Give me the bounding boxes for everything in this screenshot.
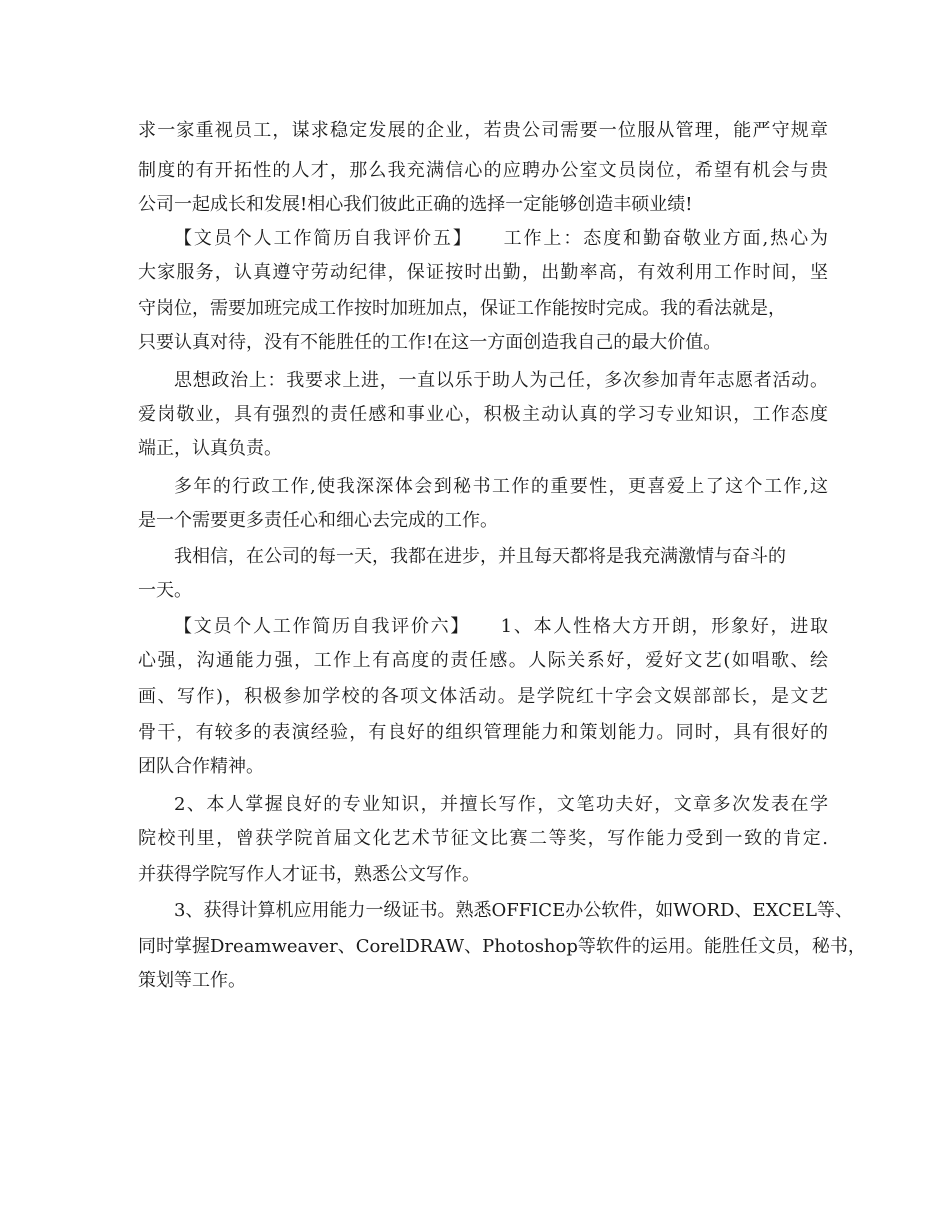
text-line: 端正，认真负责。 bbox=[138, 438, 282, 459]
text-line: 心强，沟通能力强，工作上有高度的责任感。人际关系好，爱好文艺(如唱歌、绘 bbox=[138, 650, 828, 671]
paragraph-start-line: 2、本人掌握良好的专业知识，并擅长写作，文笔功夫好，文章多次发表在学 bbox=[174, 794, 828, 815]
text-line: 制度的有开拓性的人才，那么我充满信心的应聘办公室文员岗位，希望有机会与贵 bbox=[138, 160, 828, 181]
text-line: 求一家重视员工，谋求稳定发展的企业，若贵公司需要一位服从管理，能严守规章 bbox=[138, 120, 828, 141]
text-line: 大家服务，认真遵守劳动纪律，保证按时出勤，出勤率高，有效利用工作时间，坚 bbox=[138, 262, 828, 283]
text-line: 画、写作)，积极参加学校的各项文体活动。是学院红十字会文娱部部长，是文艺 bbox=[138, 686, 828, 707]
text-line: 骨干，有较多的表演经验，有良好的组织管理能力和策划能力。同时，具有很好的 bbox=[138, 722, 828, 743]
text-line: 守岗位，需要加班完成工作按时加班加点，保证工作能按时完成。我的看法就是， bbox=[138, 298, 786, 319]
text-line: 院校刊里，曾获学院首届文化艺术节征文比赛二等奖，写作能力受到一致的肯定. bbox=[138, 828, 828, 849]
section-heading-line: 【文员个人工作简历自我评价五】 工作上：态度和勤奋敬业方面,热心为 bbox=[174, 228, 828, 249]
text-line: 团队合作精神。 bbox=[138, 756, 264, 777]
text-line: 一天。 bbox=[138, 580, 192, 601]
paragraph-start-line: 多年的行政工作,使我深深体会到秘书工作的重要性，更喜爱上了这个工作,这 bbox=[174, 476, 828, 497]
text-line: 是一个需要更多责任心和细心去完成的工作。 bbox=[138, 510, 498, 531]
paragraph-start-line: 3、获得计算机应用能力一级证书。熟悉OFFICE办公软件，如WORD、EXCEL等、 bbox=[174, 900, 853, 921]
section-heading-line: 【文员个人工作简历自我评价六】 1、本人性格大方开朗，形象好，进取 bbox=[174, 616, 828, 637]
text-line: 只要认真对待，没有不能胜任的工作!在这一方面创造我自己的最大价值。 bbox=[138, 332, 722, 353]
paragraph-start-line: 思想政治上：我要求上进，一直以乐于助人为己任，多次参加青年志愿者活动。 bbox=[174, 370, 828, 391]
text-line: 公司一起成长和发展!相心我们彼此正确的选择一定能够创造丰硕业绩! bbox=[138, 194, 693, 215]
paragraph-start-line: 我相信，在公司的每一天，我都在进步，并且每天都将是我充满激情与奋斗的 bbox=[174, 546, 786, 567]
text-line: 策划等工作。 bbox=[138, 970, 246, 991]
text-line: 同时掌握Dreamweaver、CorelDRAW、Photoshop等软件的运用。能胜任文员，秘书， bbox=[138, 936, 866, 957]
text-line: 爱岗敬业，具有强烈的责任感和事业心，积极主动认真的学习专业知识，工作态度 bbox=[138, 404, 828, 425]
text-line: 并获得学院写作人才证书，熟悉公文写作。 bbox=[138, 864, 480, 885]
